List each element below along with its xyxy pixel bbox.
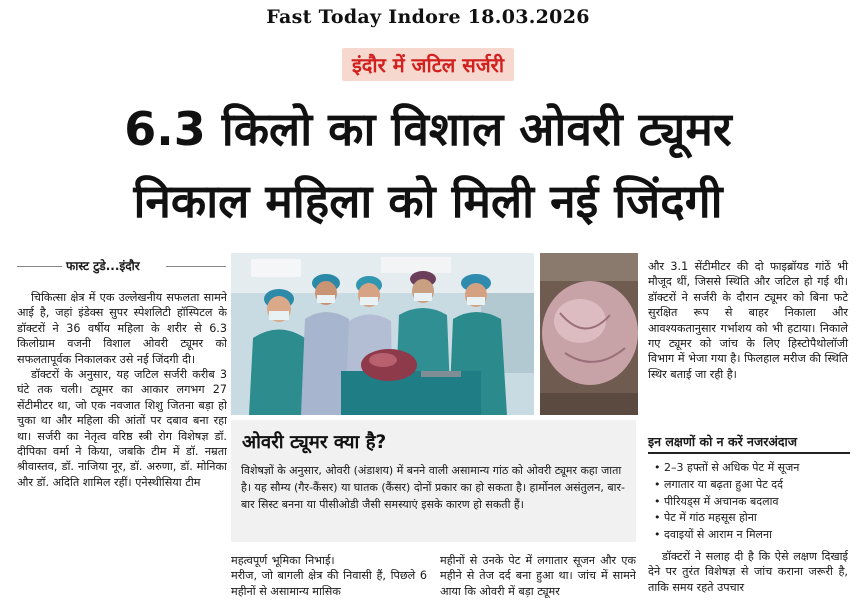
kicker-banner	[0, 48, 856, 81]
masthead: Fast Today Indore 18.03.2026	[266, 6, 590, 28]
info-box-body: विशेषज्ञों के अनुसार, ओवरी (अंडाशय) में बनने वाली असामान्य गांठ को ओवरी ट्यूमर कहा जाता है। यह सौम्य (गैर-कैंसर) या घातक (कैंसर) दोनों प्रकार का हो सकता है। हार्मोनल असंतुलन, बार-बार सिस्ट बनना या पीसीओडी जैसी समस्याएं इसके कारण हो सकती हैं।	[241, 464, 625, 511]
info-box-title: ओवरी ट्यूमर क्या है?	[242, 432, 387, 453]
advice-paragraph	[648, 549, 848, 611]
list-item: • 2–3 हफ्तों से अधिक पेट में सूजन	[648, 460, 850, 477]
list-item: • पीरियड्स में अचानक बदलाव	[648, 494, 850, 511]
list-item: • पेट में गांठ महसूस होना	[648, 510, 850, 527]
advice-text: डॉक्टरों ने सलाह दी है कि ऐसे लक्षण दिखाई देने पर तुरंत विशेषज्ञ से जांच कराना जरूरी है, ताकि समय रहते उपचार	[648, 550, 848, 594]
kicker-label: इंदौर में जटिल सर्जरी	[342, 48, 514, 81]
symptoms-rule	[648, 452, 850, 454]
tumor-illustration	[540, 253, 638, 415]
symptoms-subheading: इन लक्षणों को न करें नजरअंदाज	[648, 434, 798, 449]
list-item: • दवाइयों से आराम न मिलना	[648, 527, 850, 544]
bottom-column-2: महीनों से उनके पेट में लगातार सूजन और एक महीने से तेज दर्द बना हुआ था। जांच में सामने आया कि ओवरी में बड़ा ट्यूमर	[440, 554, 636, 598]
surgical-team-photo	[231, 253, 534, 415]
byline: फास्ट टुडे...इंदौर	[66, 259, 140, 273]
left-column	[17, 290, 227, 611]
left-paragraph-1: चिकित्सा क्षेत्र में एक उल्लेखनीय सफलता सामने आई है, जहां इंडेक्स सुपर स्पेशलिटी हॉस्पिटल के डॉक्टरों ने 36 वर्षीय महिला के शरीर से 6.3 किलोग्राम वजनी विशाल ओवरी ट्यूमर को सफलतापूर्वक निकालकर उसे नई जिंदगी दी।	[17, 291, 227, 366]
symptoms-list	[648, 460, 850, 544]
byline-rule-left	[17, 266, 62, 267]
bottom-column-1: महत्वपूर्ण भूमिका निभाई। मरीज, जो बागली क्षेत्र की निवासी हैं, पिछले 6 महीनों से असामान्य मासिक	[231, 554, 427, 598]
byline-rule-right	[166, 266, 226, 267]
list-item: • लगातार या बढ़ता हुआ पेट दर्द	[648, 477, 850, 494]
surgical-team-illustration	[231, 253, 534, 415]
headline-line-2: निकाल महिला को मिली नई जिंदगी	[133, 174, 723, 228]
headline-line-1: 6.3 किलो का विशाल ओवरी ट्यूमर	[124, 102, 732, 156]
right-column-paragraph: और 3.1 सेंटीमीटर की दो फाइब्रॉयड गांठें भी मौजूद थीं, जिससे स्थिति और जटिल हो गई थी। डॉक्टरों ने सर्जरी के दौरान ट्यूमर को बिना फटे सुरक्षित रूप से बाहर निकाला और आवश्यकतानुसार गर्भाशय को भी हटाया। निकाले गए ट्यूमर को जांच के लिए हिस्टोपैथोलॉजी विभाग में भेजा गया है। फिलहाल मरीज की स्थिति स्थिर बताई जा रही है।	[648, 260, 848, 381]
tumor-photo	[540, 253, 638, 415]
left-paragraph-2: डॉक्टरों के अनुसार, यह जटिल सर्जरी करीब 3 घंटे तक चली। ट्यूमर का आकार लगभग 27 सेंटीमीटर था, जो एक नवजात शिशु जितना बड़ा हो चुका था और महिला की आंतों पर दबाव बना रहा था। सर्जरी का नेतृत्व वरिष्ठ स्त्री रोग विशेषज्ञ डॉ. दीपिका वर्मा ने किया, जबकि टीम में डॉ. नम्रता श्रीवास्तव, डॉ. नाजिया नूर, डॉ. अरुणा, डॉ. मोनिका और डॉ. अदिति शामिल रहीं। एनेस्थीसिया टीम	[17, 368, 227, 489]
